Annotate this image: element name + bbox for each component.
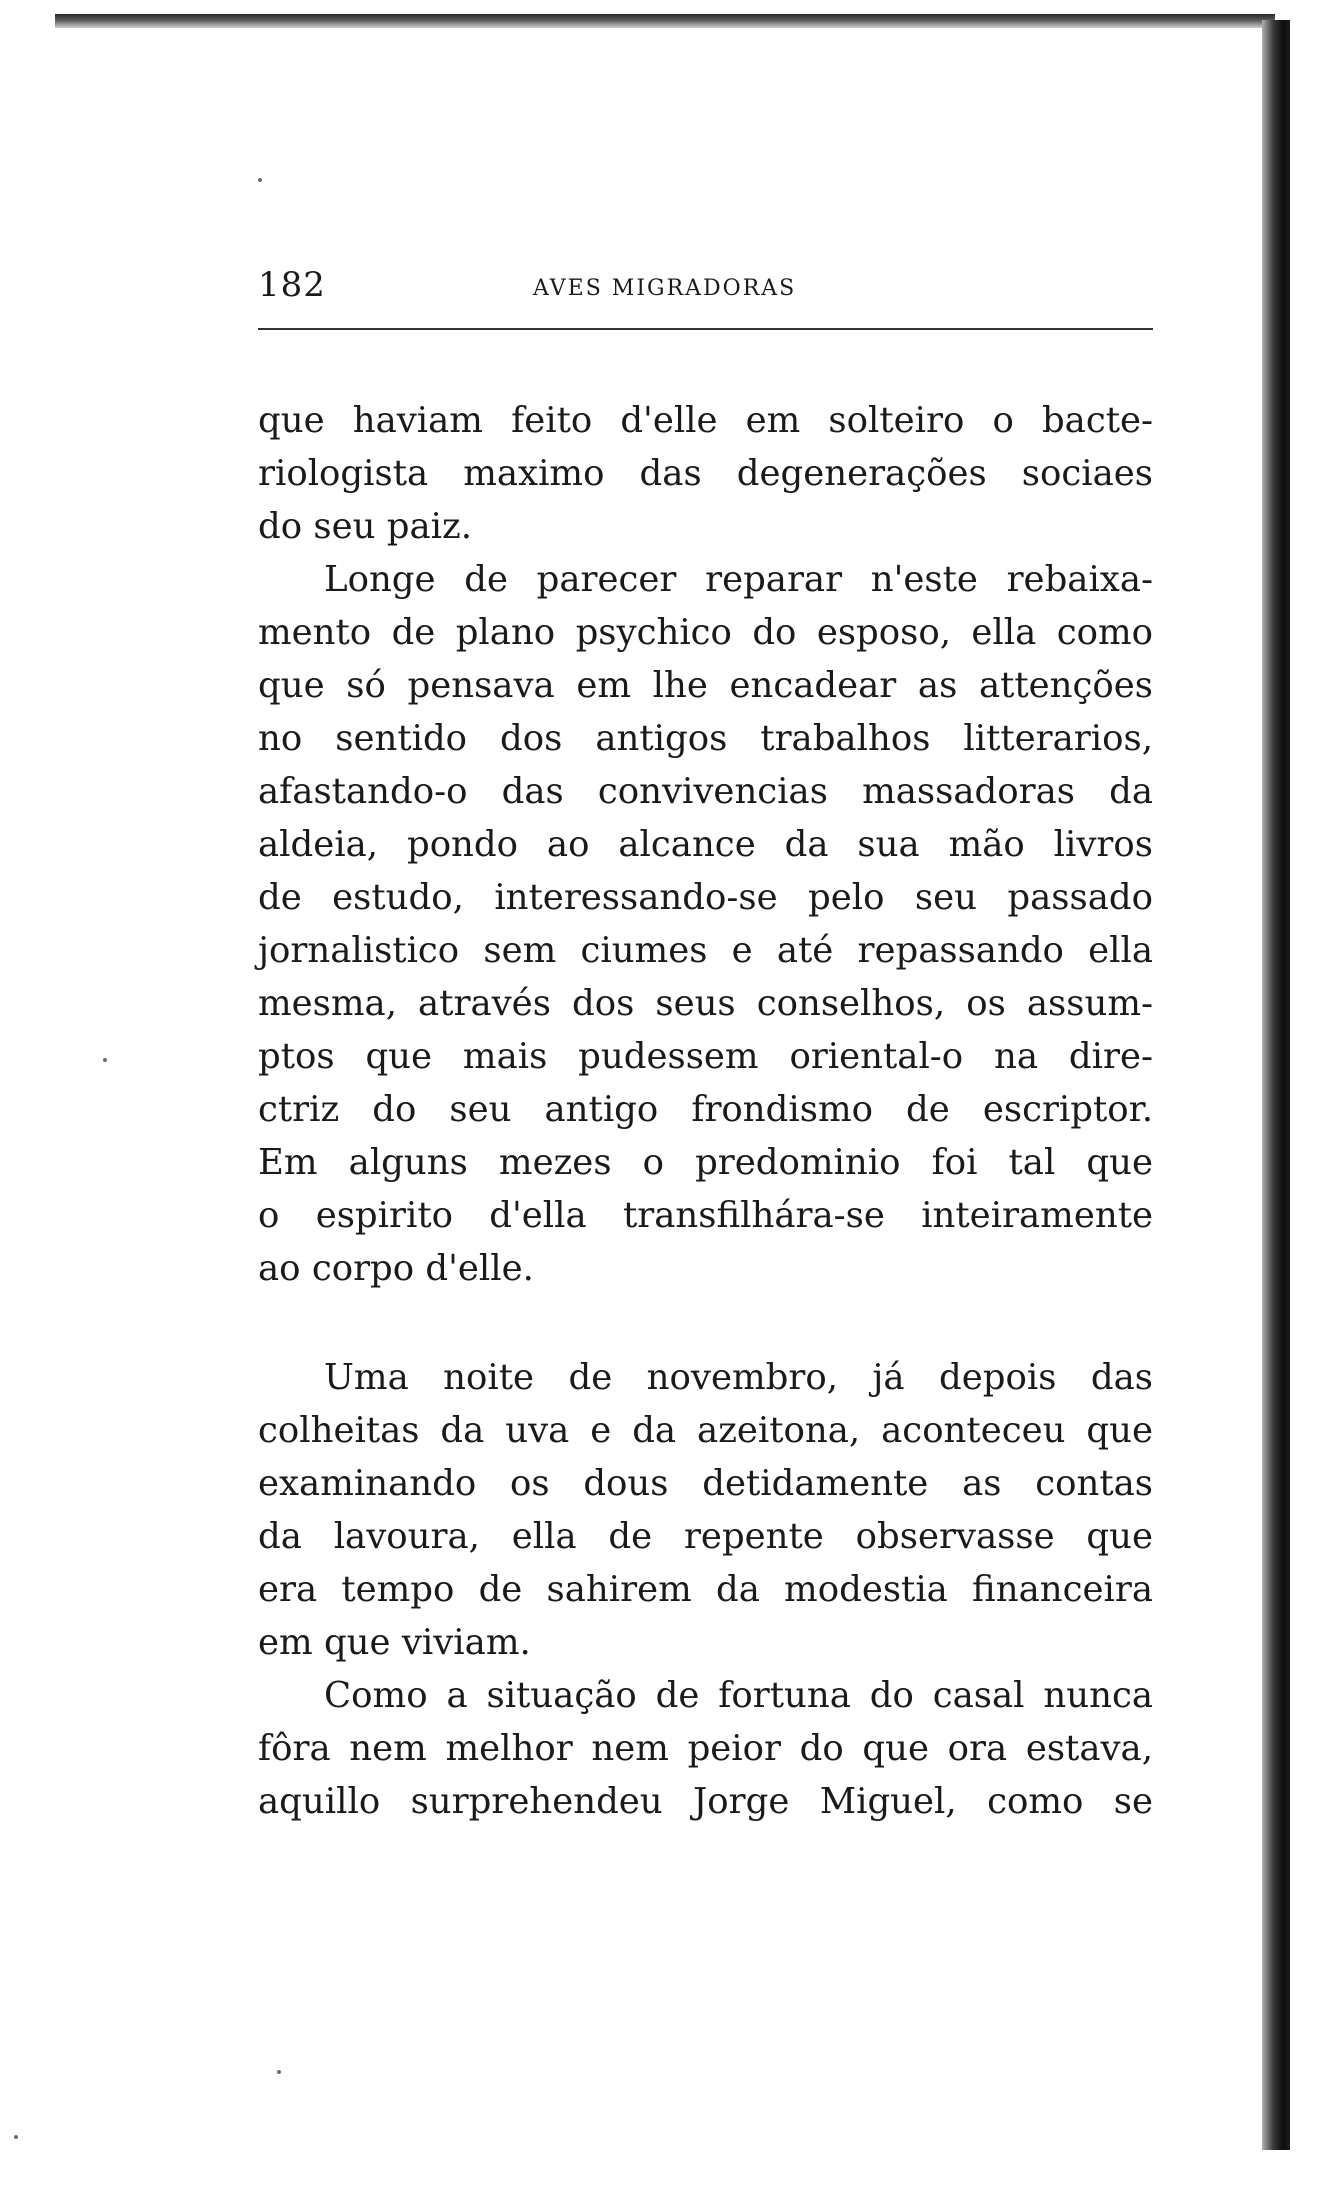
- running-header: [258, 265, 1153, 329]
- text-line: que só pensava em lhe encadear as attenções: [258, 665, 1153, 706]
- book-spine-shadow: [1262, 20, 1290, 2150]
- text-line: do seu paiz.: [258, 506, 472, 547]
- text-block-upper: [258, 394, 1153, 1295]
- text-line: o espirito d'ella transfilhára-se inteiramente: [258, 1195, 1153, 1236]
- text-line: afastando-o das convivencias massadoras da: [258, 771, 1153, 812]
- paper-speck: [277, 2070, 281, 2074]
- text-line: que haviam feito d'elle em solteiro o bacte-: [258, 400, 1153, 441]
- paragraph: [258, 1351, 1153, 1669]
- header-rule: [258, 328, 1153, 330]
- text-line: no sentido dos antigos trabalhos litterarios,: [258, 718, 1153, 759]
- text-line: em que viviam.: [258, 1622, 531, 1663]
- paper-speck: [258, 178, 262, 182]
- paper-speck: [103, 1058, 107, 1062]
- text-line: Longe de parecer reparar n'este rebaixa-: [324, 559, 1153, 600]
- text-line: mento de plano psychico do esposo, ella como: [258, 612, 1153, 653]
- text-line: ctriz do seu antigo frondismo de escriptor.: [258, 1089, 1153, 1130]
- text-line: ao corpo d'elle.: [258, 1248, 534, 1289]
- text-line: colheitas da uva e da azeitona, aconteceu que: [258, 1410, 1153, 1451]
- text-line: era tempo de sahirem da modestia financeira: [258, 1569, 1153, 1610]
- paragraph: [258, 394, 1153, 553]
- text-line: de estudo, interessando-se pelo seu passado: [258, 877, 1153, 918]
- text-line: aldeia, pondo ao alcance da sua mão livros: [258, 824, 1153, 865]
- text-line: Uma noite de novembro, já depois das: [324, 1357, 1153, 1398]
- text-line: jornalistico sem ciumes e até repassando ella: [258, 930, 1153, 971]
- paragraph: [258, 1669, 1153, 1828]
- running-title: AVES MIGRADORAS: [533, 276, 797, 301]
- text-line: examinando os dous detidamente as contas: [258, 1463, 1153, 1504]
- text-line: aquillo surprehendeu Jorge Miguel, como se: [258, 1781, 1153, 1822]
- text-line: fôra nem melhor nem peior do que ora estava,: [258, 1728, 1153, 1769]
- text-line: Em alguns mezes o predominio foi tal que: [258, 1142, 1153, 1183]
- text-line: mesma, através dos seus conselhos, os assum-: [258, 983, 1153, 1024]
- text-line: Como a situação de fortuna do casal nunca: [324, 1675, 1153, 1716]
- text-line: da lavoura, ella de repente observasse que: [258, 1516, 1153, 1557]
- text-line: ptos que mais pudessem oriental-o na dire-: [258, 1036, 1153, 1077]
- paper-speck: [14, 2135, 18, 2139]
- page-number: 182: [258, 265, 326, 305]
- paragraph: [258, 553, 1153, 1295]
- page-top-edge: [55, 14, 1275, 28]
- text-block-lower: [258, 1351, 1153, 1828]
- text-line: riologista maximo das degenerações sociaes: [258, 453, 1153, 494]
